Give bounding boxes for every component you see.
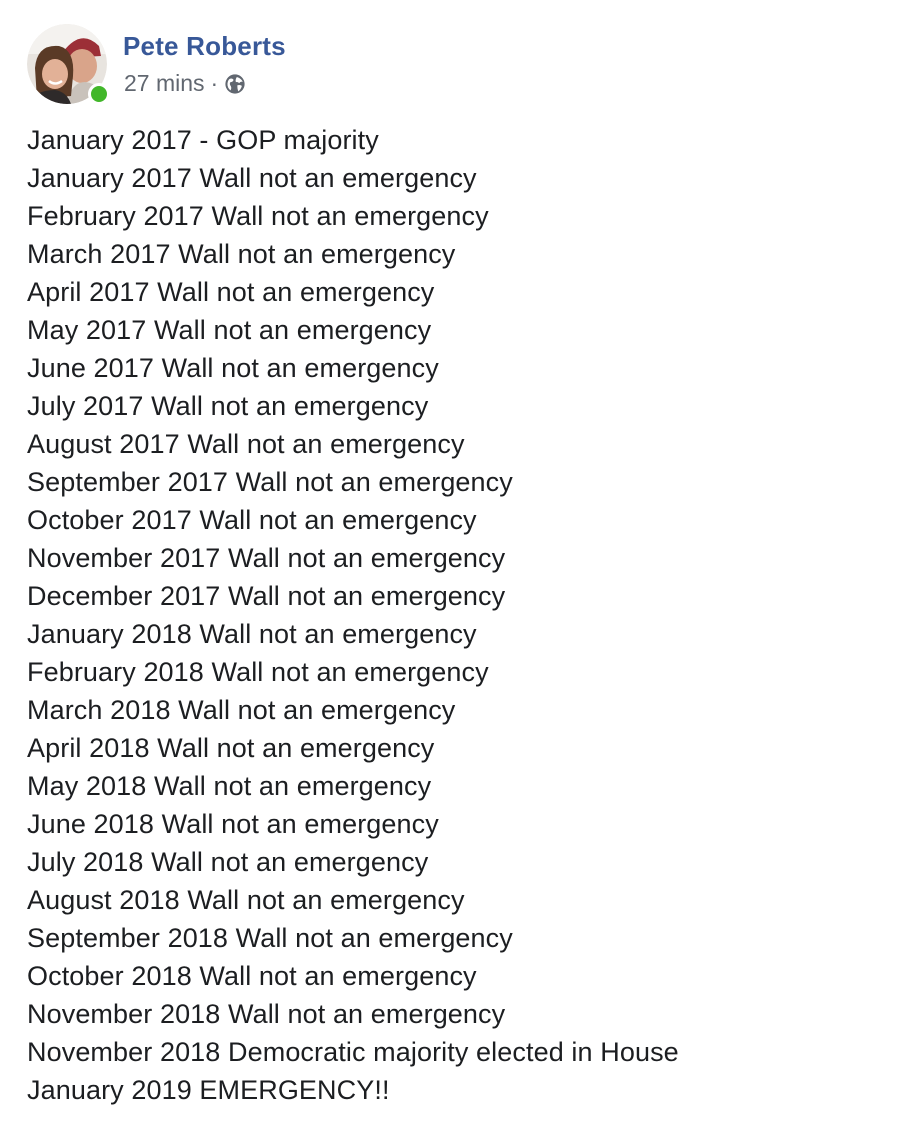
post-line: June 2017 Wall not an emergency	[27, 353, 439, 383]
post-line: May 2017 Wall not an emergency	[27, 315, 432, 345]
post-line: March 2017 Wall not an emergency	[27, 239, 456, 269]
post-line: January 2017 Wall not an emergency	[27, 163, 477, 193]
post-line: January 2018 Wall not an emergency	[27, 619, 477, 649]
post-line: November 2017 Wall not an emergency	[27, 543, 506, 573]
post-line: April 2018 Wall not an emergency	[27, 733, 435, 763]
post-line: September 2018 Wall not an emergency	[27, 923, 513, 953]
author-avatar[interactable]	[27, 24, 107, 104]
post-line: August 2018 Wall not an emergency	[27, 885, 465, 915]
post-line: December 2017 Wall not an emergency	[27, 581, 506, 611]
post-line: June 2018 Wall not an emergency	[27, 809, 439, 839]
post-line: February 2018 Wall not an emergency	[27, 657, 489, 687]
post-line: October 2017 Wall not an emergency	[27, 505, 477, 535]
post-line: September 2017 Wall not an emergency	[27, 467, 513, 497]
post-line: April 2017 Wall not an emergency	[27, 277, 435, 307]
post-line: July 2018 Wall not an emergency	[27, 847, 429, 877]
post-line: January 2017 - GOP majority	[27, 125, 379, 155]
online-status-dot	[88, 83, 110, 105]
post-line: November 2018 Wall not an emergency	[27, 999, 506, 1029]
post-line: July 2017 Wall not an emergency	[27, 391, 429, 421]
post-line: November 2018 Democratic majority elected in House	[27, 1037, 679, 1067]
post-line: February 2017 Wall not an emergency	[27, 201, 489, 231]
author-name-link[interactable]: Pete Roberts	[123, 31, 286, 61]
post-line: May 2018 Wall not an emergency	[27, 771, 432, 801]
post-line: March 2018 Wall not an emergency	[27, 695, 456, 725]
post-line: October 2018 Wall not an emergency	[27, 961, 477, 991]
globe-icon[interactable]	[224, 73, 246, 95]
post-header	[27, 22, 907, 110]
post-line: January 2019 EMERGENCY!!	[27, 1075, 390, 1105]
post-timestamp[interactable]: 27 mins	[124, 70, 205, 96]
post-meta	[124, 70, 246, 97]
post-line: August 2017 Wall not an emergency	[27, 429, 465, 459]
post-body-text	[27, 121, 907, 1109]
meta-separator: ·	[210, 70, 219, 96]
